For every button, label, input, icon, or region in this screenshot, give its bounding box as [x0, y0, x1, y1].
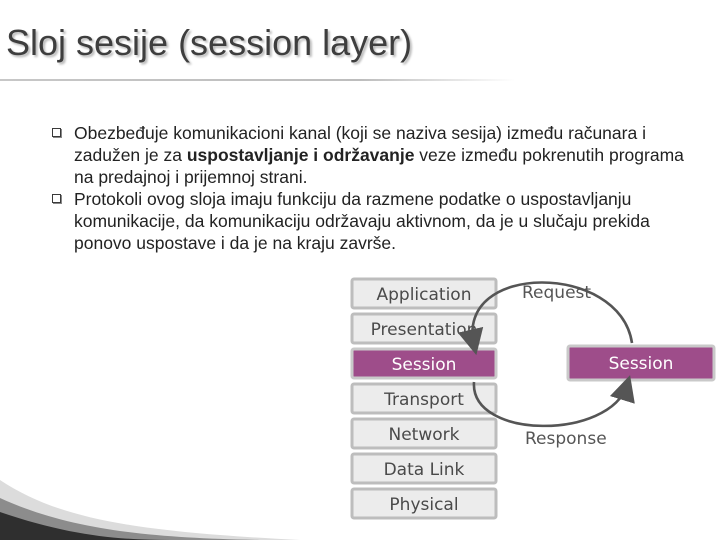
layer-label: Presentation: [370, 320, 478, 340]
decorative-corner: [0, 450, 300, 540]
layer-label: Application: [376, 285, 472, 305]
layer-box-data-link: [352, 454, 496, 483]
bullet-bold-text: uspostavljanje i održavanje: [186, 145, 415, 165]
layer-box-network: [352, 419, 496, 448]
remote-session-box: [568, 346, 714, 380]
response-label: Response: [525, 429, 607, 449]
layer-box-application: [352, 279, 496, 308]
bullet-text: Obezbeđuje komunikacioni kanal (koji se naziva sesija) između računara i zadužen je za: [74, 123, 646, 165]
layer-label: Data Link: [383, 460, 465, 480]
remote-session-label: Session: [608, 354, 674, 374]
layer-label: Network: [388, 425, 460, 445]
layer-box-physical: [352, 489, 496, 518]
layer-label: Transport: [384, 390, 464, 410]
slide-title: Sloj sesije (session layer): [6, 22, 413, 63]
layer-label: Session: [391, 355, 457, 375]
layer-box-session: [352, 349, 496, 378]
bullet-text-end: veze između pokrenutih programa na predajnoj i prijemnoj strani.: [74, 145, 684, 187]
layer-label: Physical: [389, 495, 459, 515]
request-label: Request: [522, 283, 592, 303]
bullet-text: Protokoli ovog sloja imaju funkciju da razmene podatke o uspostavljanju komunikacije, da komunikaciju održavaju aktivnom, da je u slučaju prekida ponovo uspostave i da je na kraju završe.: [74, 189, 650, 253]
